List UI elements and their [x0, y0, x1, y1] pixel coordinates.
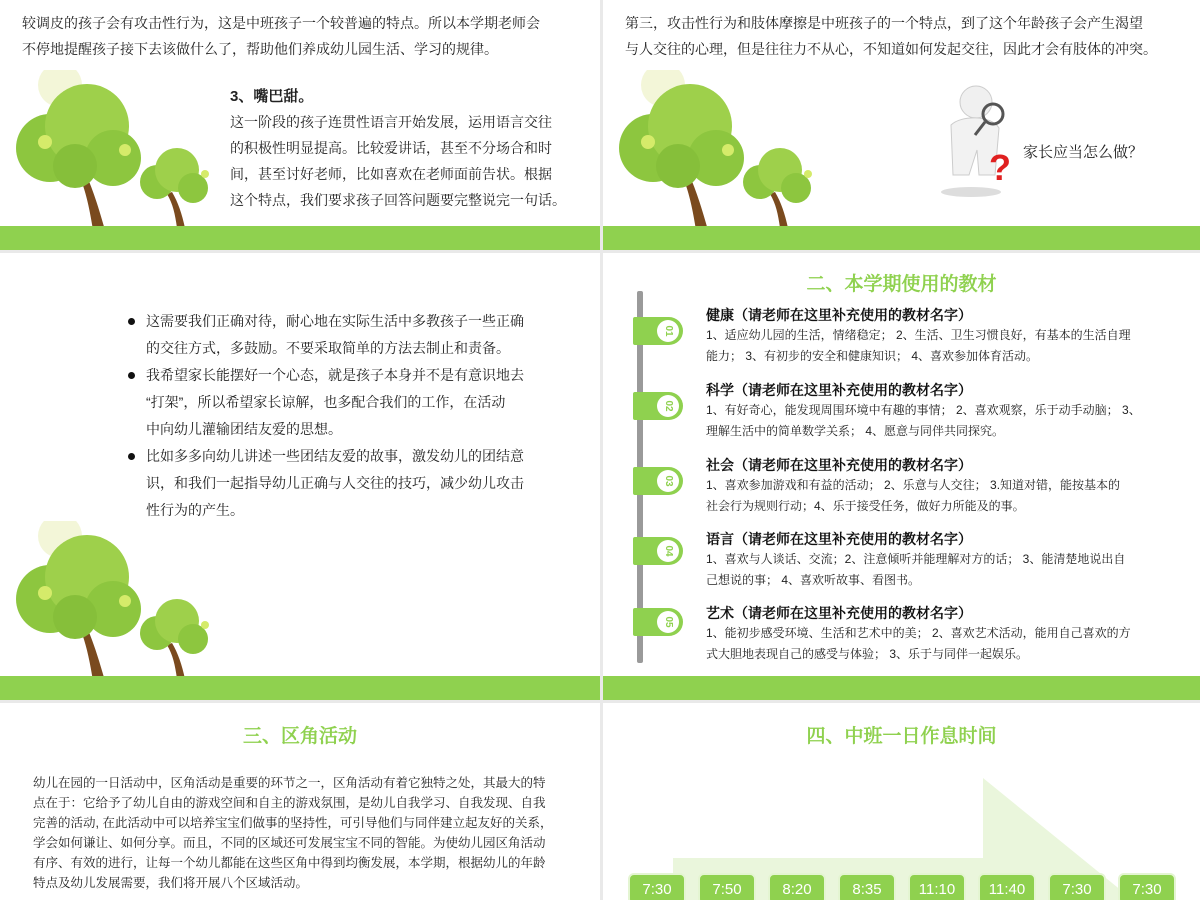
text-line: 1、喜欢与人谈话、交流；2、注意倾听并能理解对方的话； 3、能清楚地说出自 [706, 552, 1126, 566]
time-box: 8:35 [838, 873, 896, 900]
text-line: 间，甚至讨好老师，比如喜欢在老师面前告状。根据 [230, 166, 552, 182]
text-line: 1、有好奇心，能发现周围环境中有趣的事情； 2、喜欢观察，乐于动手动脑； 3、 [706, 403, 1141, 417]
slide-aggression [603, 0, 1200, 250]
text-line: 幼儿在园的一日活动中，区角活动是重要的环节之一，区角活动有着它独特之处，其最大的特 [33, 776, 546, 790]
text-line: 中向幼儿灌输团结友爱的思想。 [146, 421, 342, 437]
item-body [706, 325, 1186, 367]
text-line: 社会行为规则行动；4、乐于接受任务，做好力所能及的事。 [706, 499, 1025, 513]
item-body [706, 400, 1186, 442]
slide-heading: 三、区角活动 [242, 726, 357, 747]
badge-number: 05 [657, 611, 679, 633]
textbook-item [706, 529, 1186, 591]
text-line: 这需要我们正确对待，耐心地在实际生活中多教孩子一些正确 [146, 313, 524, 329]
slide-corner-activities [0, 703, 600, 900]
tree-illustration [5, 70, 235, 240]
list-item [128, 308, 558, 362]
text-line: 学会如何谦让、如何分享。而且，不同的区域还可发展宝宝不同的智能。为使幼儿园区角活动 [33, 836, 546, 850]
time-box: 7:30 [1048, 873, 1106, 900]
item-body [706, 623, 1186, 665]
text-line: 比如多多向幼儿讲述一些团结友爱的故事，激发幼儿的团结意 [146, 448, 524, 464]
slide-heading: 四、中班一日作息时间 [806, 726, 997, 747]
footer-bar [603, 226, 1200, 250]
section-text [230, 109, 590, 213]
timeline-badge [633, 608, 683, 636]
text-line: 能力； 3、有初步的安全和健康知识； 4、喜欢参加体育活动。 [706, 349, 1039, 363]
parent-question: 家长应当怎么做？ [1023, 144, 1144, 161]
text-line: 我希望家长能摆好一个心态，就是孩子本身并不是有意识地去 [146, 367, 524, 383]
text-line: 1、适应幼儿园的生活，情绪稳定； 2、生活、卫生习惯良好，有基本的生活自理 [706, 328, 1131, 342]
item-title: 语言（请老师在这里补充使用的教材名字） [706, 531, 972, 547]
text-line: 的积极性明显提高。比较爱讲话，甚至不分场合和时 [230, 140, 552, 156]
text-line: 性行为的产生。 [146, 502, 244, 518]
time-box: 8:20 [768, 873, 826, 900]
section-title: 3、嘴巴甜。 [230, 88, 314, 105]
timeline-badge [633, 392, 683, 420]
text-line: 1、喜欢参加游戏和有益的活动； 2、乐意与人交往； 3.知道对错，能按基本的 [706, 478, 1121, 492]
item-title: 科学（请老师在这里补充使用的教材名字） [706, 382, 972, 398]
text-line: 第三，攻击性行为和肢体摩擦是中班孩子的一个特点，到了这个年龄孩子会产生渴望 [625, 15, 1143, 31]
text-line: 识，和我们一起指导幼儿正确与人交往的技巧，减少幼儿攻击 [146, 475, 524, 491]
text-line: 特点及幼儿发展需要，我们将开展八个区域活动。 [33, 876, 309, 890]
tree-illustration [608, 70, 838, 240]
footer-bar [0, 226, 600, 250]
text-line: 有序、有效的进行，让每一个幼儿都能在这些区角中得到均衡发展，本学期，根据幼儿的年龄 [33, 856, 546, 870]
slide-parent-advice [0, 253, 600, 700]
textbook-item [706, 603, 1186, 665]
time-box: 11:10 [908, 873, 966, 900]
timeline-badge [633, 537, 683, 565]
text-line: “打架”，所以希望家长谅解，也多配合我们的工作，在活动 [146, 394, 506, 410]
text-line: 的交往方式，多鼓励。不要采取简单的方法去制止和责备。 [146, 340, 510, 356]
slide-heading: 二、本学期使用的教材 [806, 274, 997, 295]
badge-number: 03 [657, 470, 679, 492]
slide-textbooks [603, 253, 1200, 700]
textbook-item [706, 305, 1186, 367]
time-box: 7:30 [628, 873, 686, 900]
text-line: 与人交往的心理，但是往往力不从心，不知道如何发起交往，因此才会有肢体的冲突。 [625, 41, 1157, 57]
timeline-badge [633, 317, 683, 345]
text-line: 这一阶段的孩子连贯性语言开始发展，运用语言交往 [230, 114, 552, 130]
text-line: 理解生活中的简单数学关系； 4、愿意与同伴共同探究。 [706, 424, 1005, 438]
list-item [128, 362, 558, 443]
textbook-item [706, 380, 1186, 442]
time-box: 7:30 [1118, 873, 1176, 900]
text-line: 较调皮的孩子会有攻击性行为，这是中班孩子一个较普遍的特点。所以本学期老师会 [22, 15, 540, 31]
badge-number: 02 [657, 395, 679, 417]
footer-bar [0, 676, 600, 700]
slide2-top-text [625, 10, 1195, 62]
footer-bar [603, 676, 1200, 700]
item-body [706, 549, 1186, 591]
thinking-person-icon [921, 80, 1031, 200]
advice-list [128, 308, 558, 524]
text-line: 这个特点，我们要求孩子回答问题要完整说完一句话。 [230, 192, 566, 208]
slide-daily-schedule [603, 703, 1200, 900]
text-line: 式大胆地表现自己的感受与体验； 3、乐于与同伴一起娱乐。 [706, 647, 1029, 661]
text-line: 点在于：它给予了幼儿自由的游戏空间和自主的游戏氛围，是幼儿自我学习、自我发现、自我 [33, 796, 546, 810]
badge-number: 04 [657, 540, 679, 562]
badge-number: 01 [657, 320, 679, 342]
text-line: 不停地提醒孩子接下去该做什么了，帮助他们养成幼儿园生活、学习的规律。 [22, 41, 498, 57]
timeline-badge [633, 467, 683, 495]
svg-text:?: ? [989, 147, 1011, 188]
item-title: 健康（请老师在这里补充使用的教材名字） [706, 307, 972, 323]
time-box: 11:40 [978, 873, 1036, 900]
corner-activity-text [33, 773, 588, 893]
tree-illustration [5, 521, 235, 691]
slide1-top-text [22, 10, 582, 62]
text-line: 己想说的事； 4、喜欢听故事、看图书。 [706, 573, 921, 587]
text-line: 1、能初步感受环境、生活和艺术中的美； 2、喜欢艺术活动，能用自己喜欢的方 [706, 626, 1131, 640]
time-box: 7:50 [698, 873, 756, 900]
slide-child-traits [0, 0, 600, 250]
textbook-item [706, 455, 1186, 517]
item-title: 艺术（请老师在这里补充使用的教材名字） [706, 605, 972, 621]
item-title: 社会（请老师在这里补充使用的教材名字） [706, 457, 972, 473]
list-item [128, 443, 558, 524]
item-body [706, 475, 1186, 517]
text-line: 完善的活动, 在此活动中可以培养宝宝们做事的坚持性，可引导他们与同伴建立起友好的关系， [33, 816, 553, 830]
